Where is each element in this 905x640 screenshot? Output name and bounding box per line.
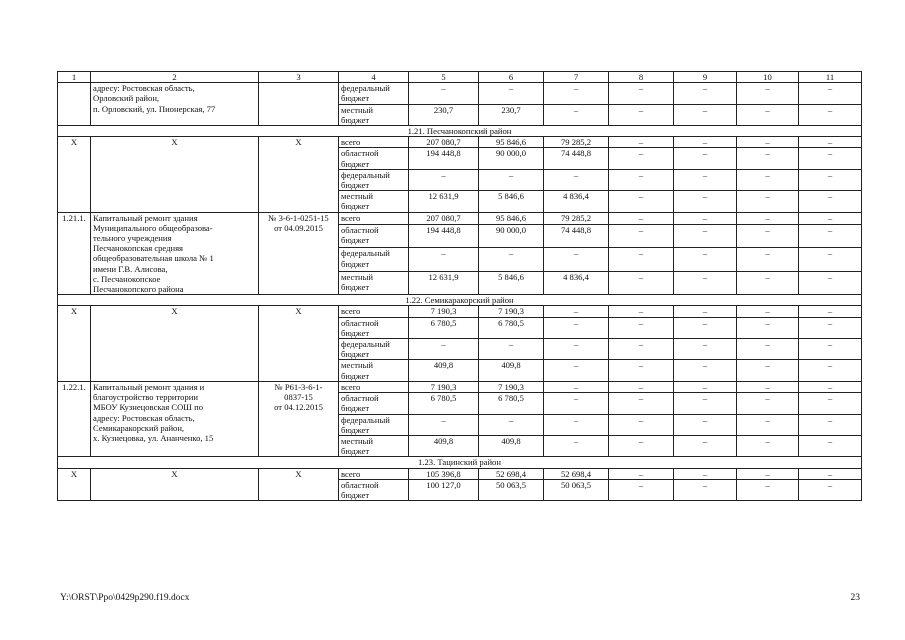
value-cell: 100 127,0	[409, 479, 479, 500]
value-cell: –	[674, 468, 737, 479]
value-cell: –	[737, 169, 799, 190]
item-description: адресу: Ростовская область, Орловский район, п. Орловский, ул. Пионерская, 77	[91, 83, 259, 126]
value-cell: –	[799, 306, 862, 317]
column-number-1: 1	[58, 72, 91, 83]
value-cell: –	[737, 137, 799, 148]
value-cell: –	[799, 137, 862, 148]
value-cell: –	[799, 104, 862, 125]
value-cell: –	[737, 468, 799, 479]
value-cell: –	[609, 148, 674, 169]
value-cell: –	[544, 393, 609, 414]
value-cell: –	[737, 339, 799, 360]
value-cell: –	[544, 306, 609, 317]
value-cell: –	[674, 317, 737, 338]
value-cell: –	[737, 212, 799, 224]
document-reference: № Р61-3-6-1- 0837-15 от 04.12.2015	[259, 381, 339, 456]
value-cell: 95 846,6	[479, 212, 544, 224]
value-cell: 230,7	[409, 104, 479, 125]
value-cell: –	[609, 271, 674, 294]
column-number-5: 5	[409, 72, 479, 83]
value-cell: –	[737, 224, 799, 247]
table-row	[58, 381, 862, 392]
value-cell: –	[674, 137, 737, 148]
value-cell: –	[737, 414, 799, 435]
value-cell: 12 631,9	[409, 271, 479, 294]
value-cell: 230,7	[479, 104, 544, 125]
funding-source: местный бюджет	[339, 104, 409, 125]
value-cell: 207 080,7	[409, 137, 479, 148]
value-cell: –	[737, 271, 799, 294]
funding-source: всего	[339, 381, 409, 392]
column-number-10: 10	[737, 72, 799, 83]
funding-source: областной бюджет	[339, 393, 409, 414]
value-cell: –	[479, 248, 544, 271]
value-cell: –	[609, 360, 674, 381]
value-cell: –	[674, 360, 737, 381]
value-cell: 6 780,5	[409, 393, 479, 414]
value-cell: –	[799, 317, 862, 338]
funding-source: федеральный бюджет	[339, 339, 409, 360]
value-cell: –	[409, 248, 479, 271]
value-cell: –	[409, 414, 479, 435]
section-title: 1.23. Тацинский район	[58, 457, 862, 468]
value-cell: 409,8	[479, 360, 544, 381]
value-cell: 5 846,6	[479, 271, 544, 294]
item-description: Х	[91, 137, 259, 212]
funding-source: всего	[339, 306, 409, 317]
value-cell: –	[609, 169, 674, 190]
value-cell: –	[674, 148, 737, 169]
value-cell: –	[799, 212, 862, 224]
value-cell: –	[737, 83, 799, 104]
section-title: 1.22. Семикаракорский район	[58, 295, 862, 306]
value-cell: –	[609, 212, 674, 224]
value-cell: –	[799, 414, 862, 435]
funding-source: областной бюджет	[339, 148, 409, 169]
column-number-3: 3	[259, 72, 339, 83]
value-cell: 194 448,8	[409, 224, 479, 247]
document-reference: № 3-6-1-0251-15 от 04.09.2015	[259, 212, 339, 295]
value-cell: –	[409, 83, 479, 104]
column-number-11: 11	[799, 72, 862, 83]
funding-source: федеральный бюджет	[339, 414, 409, 435]
document-reference	[259, 83, 339, 126]
item-description: Капитальный ремонт здания Муниципального общеобразова- тельного учреждения Песчанокопская средняя общеобразовательная школа № 1 имени Г.В. Алисова, с. Песчанокопское Песчанокопского района	[91, 212, 259, 295]
header-row	[58, 72, 862, 83]
value-cell: –	[409, 169, 479, 190]
table-row	[58, 83, 862, 104]
value-cell: –	[799, 393, 862, 414]
value-cell: 90 000,0	[479, 224, 544, 247]
value-cell: 4 836,4	[544, 191, 609, 212]
value-cell: –	[544, 435, 609, 456]
value-cell: 79 285,2	[544, 137, 609, 148]
section-row	[58, 126, 862, 137]
column-number-8: 8	[609, 72, 674, 83]
funding-source: всего	[339, 468, 409, 479]
value-cell: –	[609, 83, 674, 104]
value-cell: –	[609, 479, 674, 500]
value-cell: 6 780,5	[479, 317, 544, 338]
value-cell: 409,8	[409, 360, 479, 381]
item-number	[58, 83, 91, 126]
item-number: 1.22.1.	[58, 381, 91, 456]
value-cell: 6 780,5	[409, 317, 479, 338]
value-cell: –	[799, 169, 862, 190]
value-cell: –	[609, 435, 674, 456]
column-number-2: 2	[91, 72, 259, 83]
funding-source: местный бюджет	[339, 360, 409, 381]
section-title: 1.21. Песчанокопский район	[58, 126, 862, 137]
budget-table	[57, 71, 862, 501]
value-cell: –	[609, 317, 674, 338]
value-cell: –	[799, 248, 862, 271]
funding-source: всего	[339, 212, 409, 224]
value-cell: –	[609, 393, 674, 414]
value-cell: –	[674, 212, 737, 224]
funding-source: федеральный бюджет	[339, 248, 409, 271]
section-row	[58, 457, 862, 468]
document-reference: Х	[259, 306, 339, 381]
value-cell: 74 448,8	[544, 224, 609, 247]
value-cell: –	[799, 435, 862, 456]
value-cell: –	[409, 339, 479, 360]
document-reference: Х	[259, 137, 339, 212]
value-cell: 4 836,4	[544, 271, 609, 294]
value-cell: –	[674, 248, 737, 271]
value-cell: –	[674, 306, 737, 317]
item-number: Х	[58, 137, 91, 212]
column-number-6: 6	[479, 72, 544, 83]
value-cell: 207 080,7	[409, 212, 479, 224]
funding-source: местный бюджет	[339, 271, 409, 294]
value-cell: –	[609, 248, 674, 271]
value-cell: –	[609, 137, 674, 148]
item-number: Х	[58, 468, 91, 501]
value-cell: –	[799, 468, 862, 479]
value-cell: 7 190,3	[409, 306, 479, 317]
value-cell: –	[737, 306, 799, 317]
item-description: Х	[91, 306, 259, 381]
value-cell: –	[674, 381, 737, 392]
value-cell: –	[737, 317, 799, 338]
table-row	[58, 468, 862, 479]
value-cell: 409,8	[479, 435, 544, 456]
value-cell: –	[799, 479, 862, 500]
column-number-9: 9	[674, 72, 737, 83]
value-cell: –	[609, 339, 674, 360]
value-cell: –	[544, 381, 609, 392]
value-cell: –	[737, 479, 799, 500]
value-cell: –	[609, 104, 674, 125]
document-reference: Х	[259, 468, 339, 501]
table-row	[58, 212, 862, 224]
value-cell: –	[674, 224, 737, 247]
value-cell: –	[737, 248, 799, 271]
value-cell: –	[737, 381, 799, 392]
value-cell: –	[544, 104, 609, 125]
item-number: 1.21.1.	[58, 212, 91, 295]
value-cell: –	[799, 339, 862, 360]
value-cell: –	[674, 414, 737, 435]
section-row	[58, 295, 862, 306]
column-number-4: 4	[339, 72, 409, 83]
item-number: Х	[58, 306, 91, 381]
value-cell: –	[737, 148, 799, 169]
value-cell: –	[674, 169, 737, 190]
item-description: Х	[91, 468, 259, 501]
value-cell: –	[674, 191, 737, 212]
value-cell: 409,8	[409, 435, 479, 456]
value-cell: 52 698,4	[544, 468, 609, 479]
value-cell: –	[674, 393, 737, 414]
value-cell: 79 285,2	[544, 212, 609, 224]
value-cell: 90 000,0	[479, 148, 544, 169]
value-cell: –	[674, 271, 737, 294]
value-cell: 52 698,4	[479, 468, 544, 479]
value-cell: –	[544, 414, 609, 435]
funding-source: местный бюджет	[339, 191, 409, 212]
value-cell: –	[544, 339, 609, 360]
value-cell: 7 190,3	[479, 381, 544, 392]
value-cell: 7 190,3	[479, 306, 544, 317]
value-cell: 50 063,5	[479, 479, 544, 500]
table-row	[58, 306, 862, 317]
value-cell: –	[799, 191, 862, 212]
value-cell: –	[544, 317, 609, 338]
value-cell: –	[799, 83, 862, 104]
value-cell: –	[609, 414, 674, 435]
value-cell: 12 631,9	[409, 191, 479, 212]
footer-page-number: 23	[850, 593, 860, 603]
value-cell: –	[544, 248, 609, 271]
funding-source: федеральный бюджет	[339, 83, 409, 104]
value-cell: –	[799, 224, 862, 247]
value-cell: –	[799, 271, 862, 294]
value-cell: –	[737, 435, 799, 456]
value-cell: 74 448,8	[544, 148, 609, 169]
table-row	[58, 137, 862, 148]
funding-source: областной бюджет	[339, 317, 409, 338]
funding-source: областной бюджет	[339, 479, 409, 500]
value-cell: –	[479, 339, 544, 360]
value-cell: 194 448,8	[409, 148, 479, 169]
value-cell: –	[674, 104, 737, 125]
value-cell: –	[479, 83, 544, 104]
funding-source: всего	[339, 137, 409, 148]
value-cell: 5 846,6	[479, 191, 544, 212]
value-cell: –	[479, 169, 544, 190]
footer-file-path: Y:\ORST\Ppo\0429p290.f19.docx	[60, 593, 190, 603]
value-cell: 6 780,5	[479, 393, 544, 414]
value-cell: –	[609, 224, 674, 247]
value-cell: 95 846,6	[479, 137, 544, 148]
value-cell: –	[544, 169, 609, 190]
value-cell: –	[737, 360, 799, 381]
item-description: Капитальный ремонт здания и благоустройство территории МБОУ Кузнецовская СОШ по адресу: Ростовская область, Семикаракорский район, х. Кузнецовка, ул. Ананченко, 15	[91, 381, 259, 456]
value-cell: –	[609, 306, 674, 317]
column-number-7: 7	[544, 72, 609, 83]
value-cell: –	[674, 339, 737, 360]
funding-source: областной бюджет	[339, 224, 409, 247]
value-cell: –	[674, 435, 737, 456]
value-cell: –	[799, 381, 862, 392]
value-cell: –	[544, 83, 609, 104]
funding-source: местный бюджет	[339, 435, 409, 456]
funding-source: федеральный бюджет	[339, 169, 409, 190]
value-cell: –	[737, 191, 799, 212]
value-cell: 7 190,3	[409, 381, 479, 392]
value-cell: –	[674, 83, 737, 104]
value-cell: –	[609, 381, 674, 392]
value-cell: –	[479, 414, 544, 435]
value-cell: –	[609, 191, 674, 212]
value-cell: –	[609, 468, 674, 479]
value-cell: –	[737, 393, 799, 414]
value-cell: 105 396,8	[409, 468, 479, 479]
value-cell: –	[674, 479, 737, 500]
value-cell: –	[799, 148, 862, 169]
value-cell: –	[737, 104, 799, 125]
value-cell: –	[544, 360, 609, 381]
value-cell: 50 063,5	[544, 479, 609, 500]
value-cell: –	[799, 360, 862, 381]
